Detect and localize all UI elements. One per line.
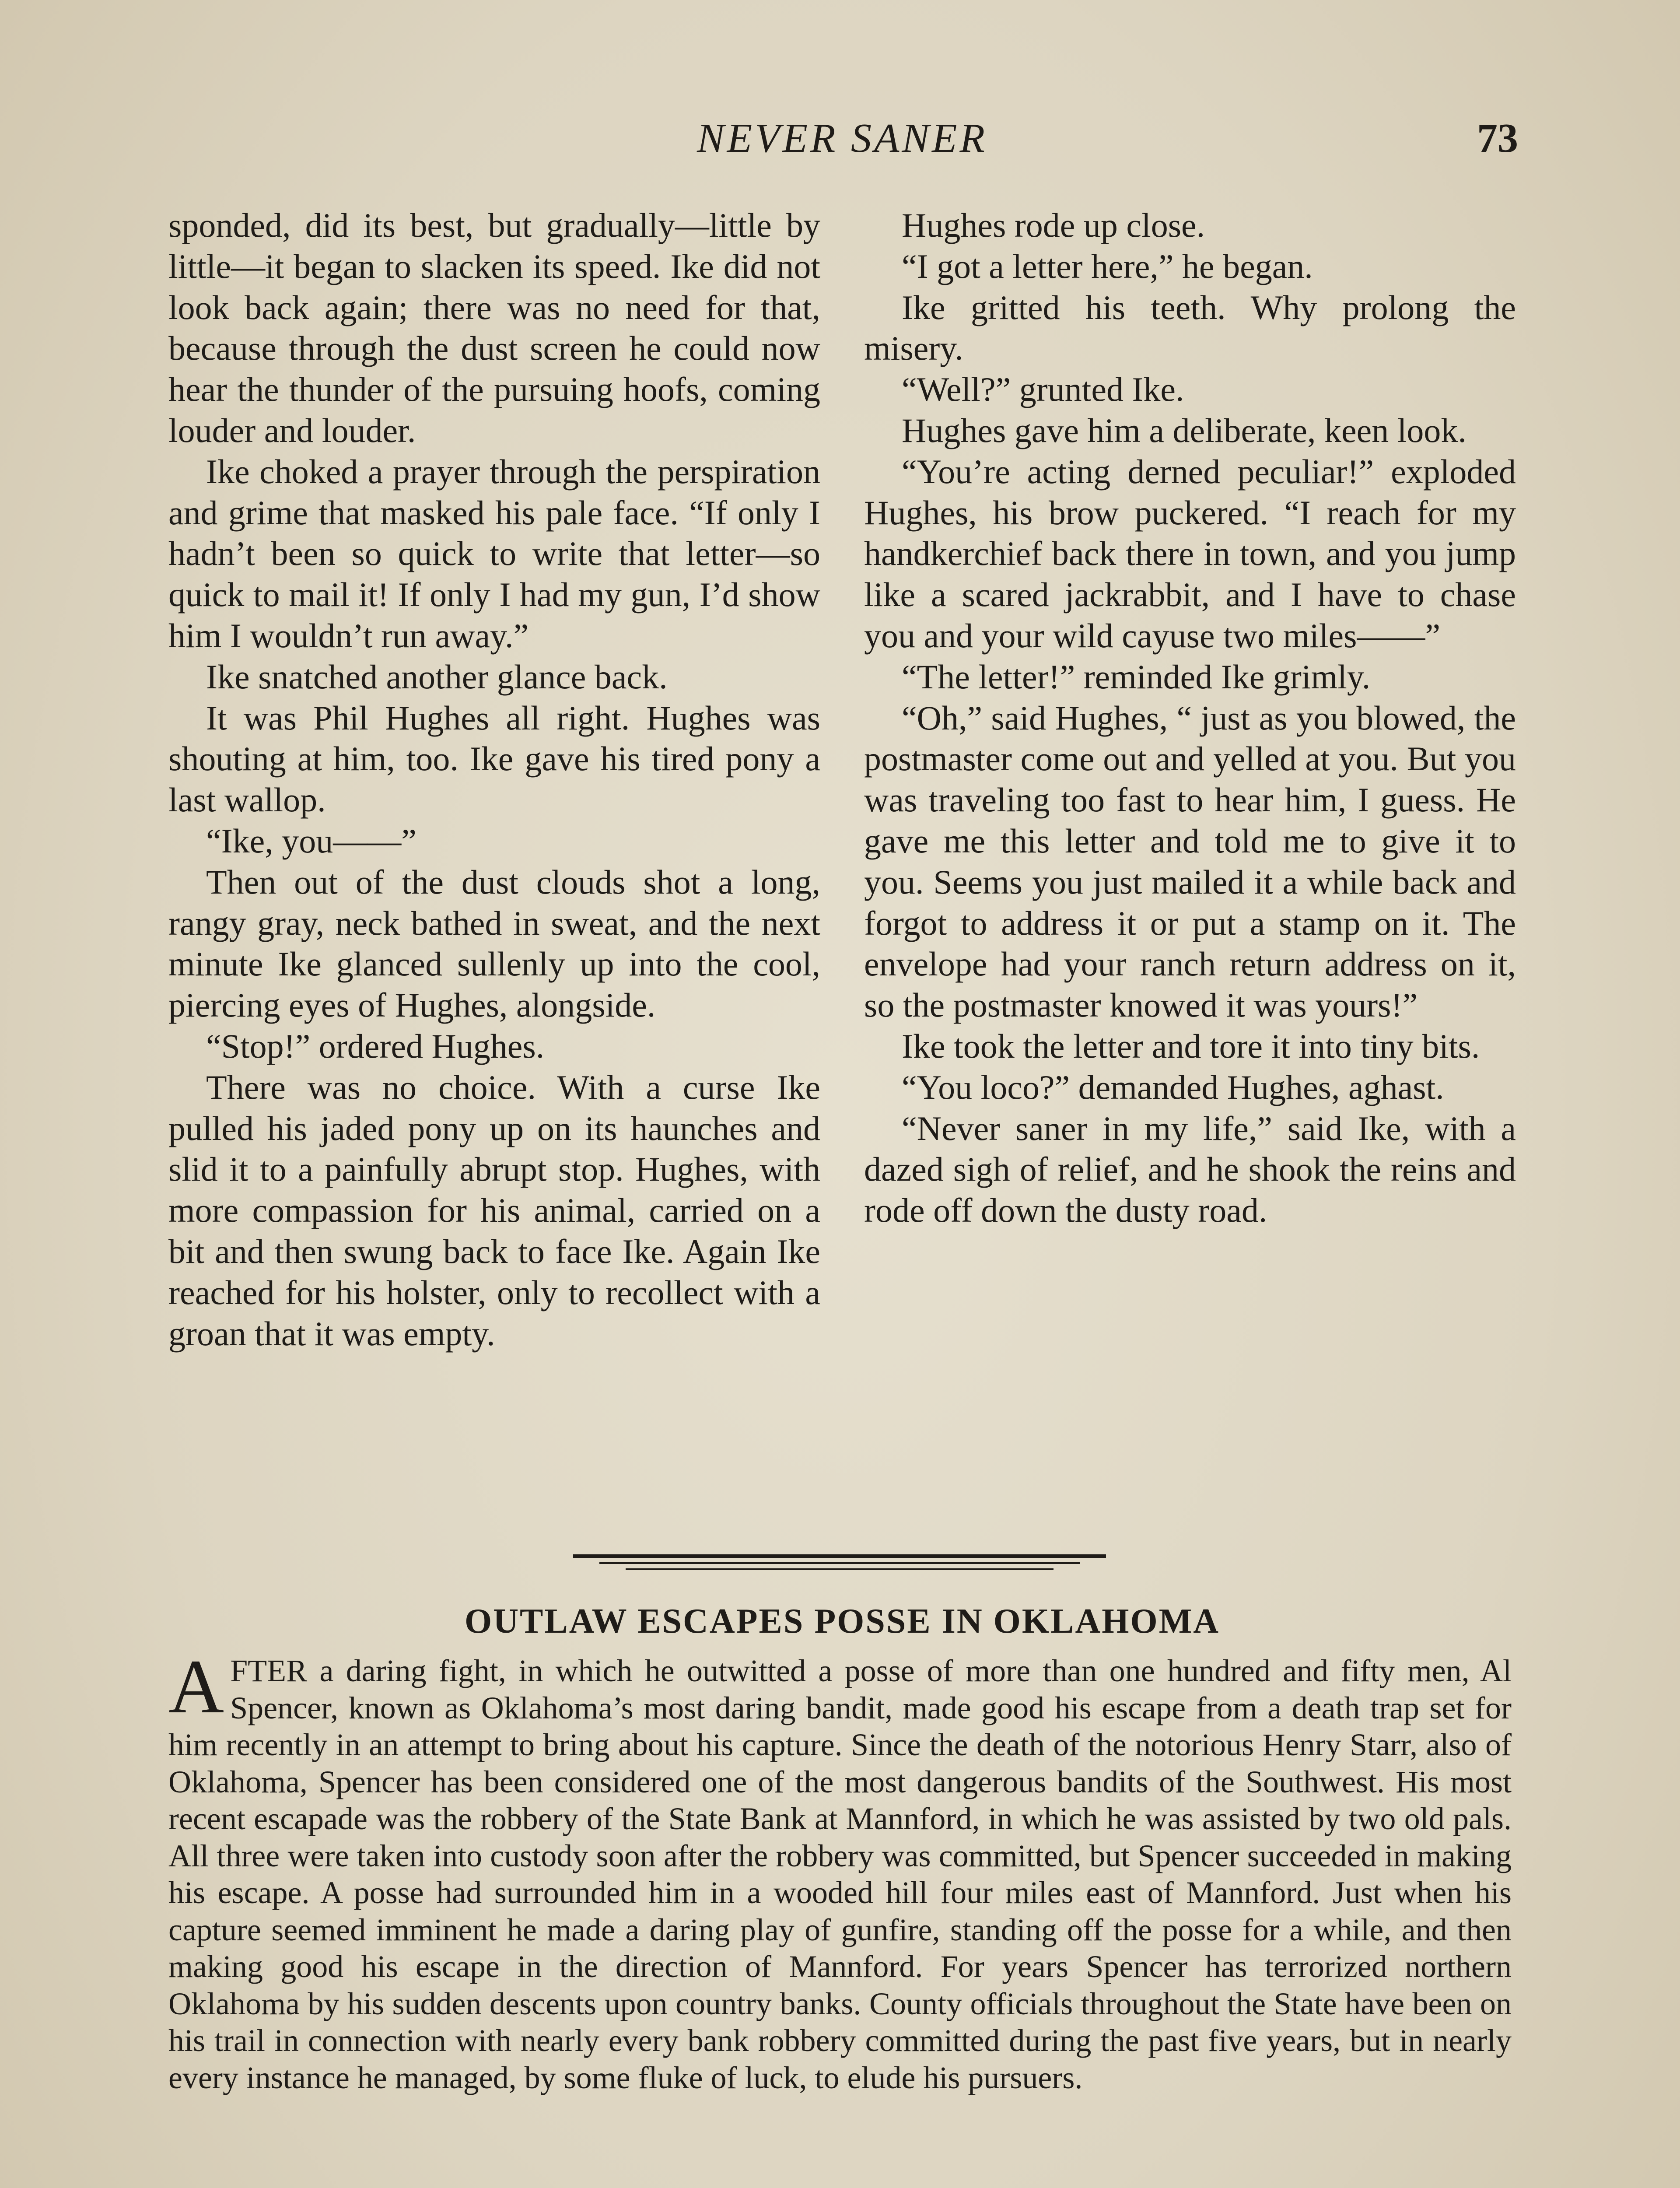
story-paragraph: “Never saner in my life,” said Ike, with a dazed sigh of relief, and he shook the reins and rode off down the dusty road. (864, 1109, 1516, 1230)
story-paragraph: sponded, did its best, but gradually—little by little—it began to slacken its speed. Ike did not look back again; there was no need for that, because through the dust screen he could now hear the thunder of the pursuing hoofs, coming louder and louder. (168, 206, 820, 449)
story-paragraph: “Oh,” said Hughes, “ just as you blowed, the postmaster come out and yelled at you. But you was traveling too fast to hear him, I guess. He gave me this letter and told me to give it to you. Seems you just mailed it a while back and forgot to address it or put a stamp on it. The envelope had your ranch return address on it, so the postmaster knowed it was yours!” (864, 698, 1516, 1024)
section-divider-rule (573, 1553, 1106, 1573)
story-paragraph: There was no choice. With a curse Ike pulled his jaded pony up on its haunches and slid it to a painfully abrupt stop. Hughes, with more compassion for his animal, carried on a bit and then swung back to face Ike. Again Ike reached for his holster, only to recollect with a groan that it was empty. (168, 1068, 820, 1353)
story-paragraph: Then out of the dust clouds shot a long, rangy gray, neck bathed in sweat, and the next minute Ike glanced sullenly up into the cool, piercing eyes of Hughes, alongside. (168, 863, 820, 1024)
story-paragraph: Hughes rode up close. (902, 206, 1205, 244)
story-paragraph: “Ike, you——” (206, 821, 416, 860)
story-paragraph: Hughes gave him a deliberate, keen look. (902, 411, 1466, 449)
story-paragraph: Ike took the letter and tore it into tiny bits. (902, 1027, 1480, 1065)
drop-cap: A (168, 1644, 224, 1729)
page-number: 73 (1477, 116, 1518, 161)
story-column-right (864, 205, 1516, 1231)
story-paragraph: “The letter!” reminded Ike grimly. (902, 657, 1371, 696)
story-paragraph: Ike gritted his teeth. Why prolong the misery. (864, 288, 1516, 368)
story-paragraph: Ike choked a prayer through the perspiration and grime that masked his pale face. “If only I hadn’t been so quick to write that letter—so quick to mail it! If only I had my gun, I’d show him I wouldn’t run away.” (168, 452, 820, 655)
story-paragraph: It was Phil Hughes all right. Hughes was shouting at him, too. Ike gave his tired pony a last wallop. (168, 698, 820, 819)
story-paragraph: “You loco?” demanded Hughes, aghast. (902, 1068, 1444, 1106)
story-paragraph: “I got a letter here,” he began. (902, 247, 1313, 285)
story-column-left (168, 205, 820, 1354)
story-paragraph: “You’re acting derned peculiar!” exploded Hughes, his brow puckered. “I reach for my handkerchief back there in town, and you jump like a scared jackrabbit, and I have to chase you and your wild cayuse two miles——” (864, 452, 1516, 655)
story-paragraph: “Well?” grunted Ike. (902, 370, 1184, 409)
running-title: NEVER SANER (697, 116, 987, 161)
article-title: OUTLAW ESCAPES POSSE IN OKLAHOMA (465, 1602, 1220, 1641)
article-text: FTER a daring fight, in which he outwitted a posse of more than one hundred and fifty men, Al Spencer, known as Oklahoma’s most daring bandit, made good his escape from a death trap set for him recently in an attempt to bring about his capture. Since the death of the notorious Henry Starr, also of Oklahoma, Spencer has been considered one of the most dangerous bandits of the Southwest. His most recent escapade was the robbery of the State Bank at Mannford, in which he was assisted by two old pals. All three were taken into custody soon after the robbery was committed, but Spencer succeeded in making his escape. A posse had surrounded him in a wooded hill four miles east of Mannford. Just when his capture seemed imminent he made a daring play of gunfire, standing off the posse for a while, and then making good his escape in the direction of Mannford. For years Spencer has terrorized northern Oklahoma by his sudden descents upon country banks. County officials throughout the State have been on his trail in connection with nearly every bank robbery committed during the past five years, but in nearly every instance he managed, by some fluke of luck, to elude his pursuers. (168, 1653, 1512, 2095)
story-paragraph: Ike snatched another glance back. (206, 657, 668, 696)
article-body (168, 1644, 1512, 2096)
page-header (166, 115, 1518, 172)
story-paragraph: “Stop!” ordered Hughes. (206, 1027, 545, 1065)
